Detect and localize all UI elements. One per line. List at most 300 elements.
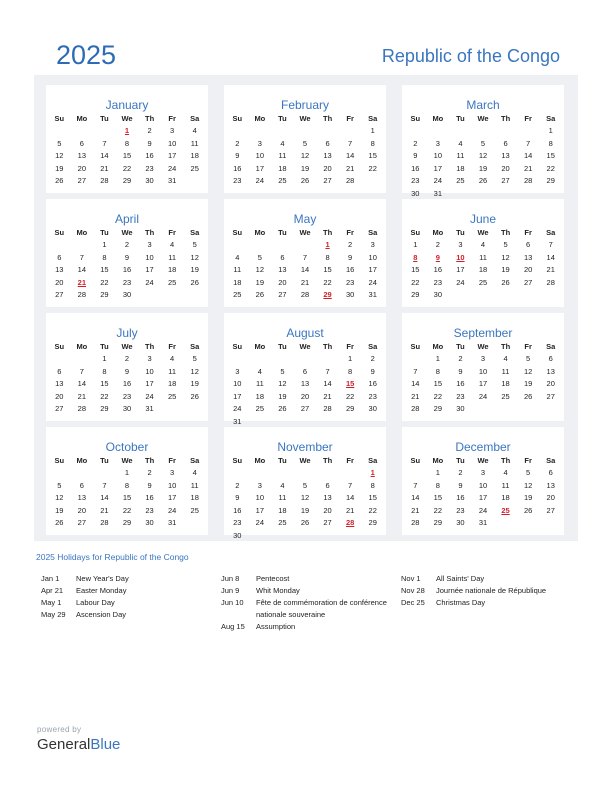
- day: 18: [456, 163, 465, 173]
- day: 21: [411, 505, 420, 515]
- day: 6: [503, 138, 508, 148]
- empty-cell: [226, 125, 249, 138]
- month-march: [402, 85, 564, 198]
- day: 30: [368, 404, 377, 413]
- day: 5: [192, 354, 197, 363]
- weekday-label: Sa: [546, 456, 556, 465]
- weekday-label: Th: [501, 456, 511, 465]
- day: 17: [255, 505, 265, 515]
- month-title: September: [453, 326, 513, 340]
- day: 16: [145, 493, 154, 502]
- day: 2: [348, 240, 353, 249]
- weekday-label: Mo: [76, 342, 88, 351]
- day: 6: [325, 138, 330, 148]
- empty-cell: [226, 239, 249, 252]
- day: 12: [501, 252, 510, 262]
- day: 6: [57, 252, 62, 262]
- day: 11: [501, 366, 510, 376]
- empty-cell: [226, 353, 249, 366]
- day: 7: [102, 480, 107, 490]
- day: 6: [548, 468, 553, 477]
- day: 19: [190, 265, 199, 274]
- weekday-label: Mo: [76, 456, 88, 465]
- day: 17: [255, 163, 265, 173]
- weekday-label: We: [477, 228, 489, 237]
- day: 13: [523, 252, 533, 262]
- weekday-label: Mo: [254, 114, 266, 123]
- weekday-label: We: [121, 342, 133, 351]
- holiday-name: Easter Monday: [76, 586, 127, 595]
- day: 3: [480, 468, 486, 477]
- days-grid: [224, 239, 386, 302]
- day: 14: [77, 265, 87, 274]
- day: 5: [503, 240, 508, 249]
- day: 24: [145, 391, 154, 401]
- holiday-day: 1: [325, 240, 330, 249]
- day: 2: [124, 354, 130, 363]
- day: 8: [124, 480, 130, 490]
- day: 20: [55, 277, 64, 287]
- day: 4: [280, 480, 285, 490]
- weekday-label: Sa: [546, 228, 556, 237]
- weekday-label: Mo: [76, 228, 88, 237]
- day: 10: [433, 151, 443, 160]
- holiday-name: Fête de commémoration de conférence nationale souveraine: [256, 598, 387, 619]
- day: 4: [458, 138, 463, 148]
- weekday-header: [402, 227, 564, 239]
- day: 5: [526, 354, 531, 363]
- weekday-label: Su: [410, 456, 421, 465]
- day: 30: [456, 518, 465, 527]
- day: 8: [348, 366, 353, 376]
- day: 18: [501, 493, 510, 502]
- month-november: [224, 427, 386, 540]
- day: 28: [345, 176, 355, 185]
- empty-cell: [249, 125, 272, 138]
- day: 1: [413, 240, 418, 249]
- month-title: June: [469, 212, 497, 226]
- day: 30: [411, 188, 420, 198]
- day: 4: [280, 138, 285, 148]
- day: 17: [145, 379, 154, 388]
- month-january: [46, 85, 208, 193]
- day: 16: [122, 379, 132, 388]
- day: 25: [456, 176, 465, 185]
- day: 19: [55, 505, 64, 515]
- day: 26: [501, 277, 510, 287]
- day: 28: [100, 518, 109, 527]
- day: 26: [190, 277, 199, 287]
- day: 22: [345, 391, 355, 401]
- weekday-label: Sa: [368, 228, 378, 237]
- weekday-label: We: [299, 228, 311, 237]
- weekday-label: Su: [232, 342, 243, 351]
- day: 18: [190, 151, 199, 160]
- holiday-entry: [41, 573, 216, 585]
- generalblue-logo: [37, 736, 120, 753]
- day: 30: [122, 290, 132, 299]
- day: 9: [413, 151, 418, 160]
- day: 15: [100, 265, 109, 274]
- day: 28: [300, 290, 310, 299]
- day: 12: [190, 366, 199, 376]
- day: 4: [170, 354, 175, 363]
- weekday-label: Su: [410, 114, 421, 123]
- day: 6: [79, 138, 84, 148]
- day: 6: [325, 480, 330, 490]
- weekday-label: Sa: [546, 342, 556, 351]
- day: 7: [79, 366, 84, 376]
- day: 9: [147, 138, 152, 148]
- weekday-label: Su: [232, 456, 243, 465]
- day: 25: [190, 505, 199, 515]
- weekday-label: Fr: [168, 114, 176, 123]
- empty-cell: [271, 239, 294, 252]
- day: 30: [122, 404, 132, 413]
- day: 4: [503, 354, 508, 363]
- days-grid: [224, 353, 386, 428]
- day: 9: [370, 366, 375, 376]
- day: 9: [348, 252, 353, 262]
- days-grid: [46, 467, 208, 530]
- day: 22: [100, 277, 109, 287]
- day: 19: [300, 505, 310, 515]
- day: 23: [456, 391, 465, 401]
- empty-cell: [517, 125, 540, 138]
- day: 8: [102, 252, 107, 262]
- day: 18: [190, 493, 199, 502]
- day: 28: [546, 277, 555, 287]
- day: 19: [278, 391, 287, 401]
- day: 29: [122, 518, 132, 527]
- day: 20: [546, 379, 555, 388]
- holiday-name: All Saints' Day: [436, 574, 485, 583]
- day: 22: [433, 391, 443, 401]
- day: 21: [345, 163, 355, 173]
- weekday-label: Mo: [254, 342, 266, 351]
- day: 14: [300, 265, 310, 274]
- day: 10: [145, 366, 154, 376]
- weekday-label: Sa: [190, 342, 200, 351]
- holidays-title: 2025 Holidays for Republic of the Congo: [36, 552, 189, 562]
- holiday-day: 1: [124, 126, 130, 135]
- weekday-label: Sa: [368, 342, 378, 351]
- day: 25: [190, 163, 199, 173]
- day: 7: [102, 138, 107, 148]
- day: 10: [255, 493, 265, 502]
- day: 20: [300, 391, 310, 401]
- day: 19: [255, 277, 265, 287]
- calendar-grid: [34, 75, 578, 541]
- day: 18: [167, 379, 177, 388]
- holiday-day: 1: [370, 468, 375, 477]
- holiday-entry: [41, 585, 216, 597]
- empty-cell: [271, 353, 294, 366]
- empty-cell: [249, 353, 272, 366]
- holiday-day: 28: [345, 518, 355, 527]
- day: 23: [145, 505, 154, 515]
- day: 10: [478, 366, 488, 376]
- weekday-label: Tu: [278, 456, 287, 465]
- day: 3: [370, 240, 375, 249]
- holiday-name: Pentecost: [256, 574, 290, 583]
- days-grid: [46, 125, 208, 188]
- day: 25: [167, 277, 177, 287]
- weekday-label: We: [299, 342, 311, 351]
- weekday-label: We: [477, 342, 489, 351]
- day: 3: [147, 354, 152, 363]
- day: 13: [300, 379, 310, 388]
- day: 22: [411, 277, 420, 287]
- weekday-label: Fr: [346, 456, 354, 465]
- day: 15: [546, 151, 555, 160]
- month-december: [402, 427, 564, 535]
- day: 19: [190, 379, 199, 388]
- day: 6: [302, 366, 308, 376]
- day: 6: [57, 366, 62, 376]
- weekday-label: Mo: [432, 114, 444, 123]
- day: 14: [100, 493, 109, 502]
- holiday-entry: [401, 597, 576, 609]
- empty-cell: [48, 239, 71, 252]
- day: 7: [413, 480, 418, 490]
- day: 13: [546, 366, 555, 376]
- month-title: July: [116, 326, 138, 340]
- day: 2: [458, 468, 463, 477]
- days-grid: [402, 125, 564, 200]
- day: 2: [435, 240, 440, 249]
- month-april: [46, 199, 208, 307]
- footer-logo: [37, 725, 120, 753]
- day: 29: [368, 518, 377, 527]
- day: 26: [255, 290, 265, 299]
- holiday-date: Aug 15: [221, 622, 245, 631]
- day: 28: [100, 176, 109, 185]
- day: 31: [233, 416, 242, 426]
- day: 31: [167, 176, 177, 185]
- weekday-label: Th: [323, 114, 333, 123]
- day: 26: [55, 518, 64, 527]
- month-may: [224, 199, 386, 307]
- day: 8: [370, 480, 375, 490]
- day: 26: [300, 176, 310, 185]
- empty-cell: [249, 467, 272, 480]
- day: 6: [79, 480, 84, 490]
- month-july: [46, 313, 208, 421]
- empty-cell: [316, 353, 339, 366]
- day: 20: [323, 163, 332, 173]
- weekday-header: [402, 113, 564, 125]
- weekday-label: Sa: [368, 456, 378, 465]
- holidays-column-3: [401, 573, 576, 609]
- day: 20: [323, 505, 332, 515]
- weekday-label: Mo: [432, 342, 444, 351]
- weekday-header: [402, 455, 564, 467]
- day: 9: [235, 151, 240, 160]
- day: 1: [548, 126, 553, 135]
- day: 7: [526, 138, 531, 148]
- day: 9: [147, 480, 152, 490]
- day: 23: [233, 176, 242, 185]
- day: 10: [368, 252, 377, 262]
- day: 31: [433, 188, 443, 198]
- day: 2: [235, 138, 240, 148]
- holiday-entry: [221, 597, 396, 621]
- day: 24: [368, 277, 377, 287]
- day: 4: [235, 252, 240, 262]
- day: 19: [523, 379, 533, 388]
- day: 12: [190, 252, 199, 262]
- weekday-label: Mo: [432, 456, 444, 465]
- day: 25: [478, 277, 488, 287]
- day: 8: [325, 252, 330, 262]
- day: 27: [55, 290, 64, 299]
- day: 2: [147, 468, 152, 477]
- weekday-label: Th: [145, 456, 155, 465]
- day: 8: [124, 138, 130, 148]
- powered-by-text: powered by: [37, 725, 82, 734]
- weekday-header: [224, 341, 386, 353]
- empty-cell: [404, 353, 427, 366]
- day: 16: [345, 265, 355, 274]
- weekday-label: Th: [145, 342, 155, 351]
- weekday-header: [224, 455, 386, 467]
- day: 13: [323, 493, 332, 502]
- empty-cell: [472, 125, 495, 138]
- day: 13: [55, 379, 64, 388]
- weekday-label: Tu: [278, 114, 287, 123]
- day: 27: [501, 176, 510, 185]
- day: 21: [300, 277, 310, 287]
- weekday-header: [224, 227, 386, 239]
- day: 21: [77, 391, 87, 401]
- day: 5: [302, 480, 308, 490]
- day: 29: [433, 518, 443, 527]
- day: 24: [167, 163, 177, 173]
- day: 1: [435, 354, 440, 363]
- day: 4: [192, 468, 197, 477]
- day: 23: [122, 277, 132, 287]
- day: 4: [480, 240, 486, 249]
- holidays-column-2: [221, 573, 396, 633]
- holiday-day: 8: [413, 252, 418, 262]
- weekday-label: We: [121, 114, 133, 123]
- weekday-label: Mo: [254, 456, 266, 465]
- day: 14: [411, 493, 420, 502]
- day: 11: [501, 480, 510, 490]
- day: 15: [122, 493, 132, 502]
- day: 5: [526, 468, 531, 477]
- day: 7: [348, 138, 353, 148]
- day: 5: [57, 138, 62, 148]
- day: 16: [368, 379, 377, 388]
- day: 16: [233, 163, 242, 173]
- day: 31: [167, 518, 177, 527]
- empty-cell: [404, 467, 427, 480]
- day: 14: [345, 151, 355, 160]
- day: 3: [435, 138, 440, 148]
- holiday-name: Journée nationale de République: [436, 586, 547, 595]
- day: 11: [479, 252, 487, 262]
- day: 30: [456, 404, 465, 413]
- day: 26: [478, 176, 488, 185]
- day: 22: [433, 505, 443, 515]
- day: 26: [190, 391, 199, 401]
- day: 13: [77, 493, 87, 502]
- weekday-header: [402, 341, 564, 353]
- day: 9: [458, 366, 463, 376]
- day: 15: [100, 379, 109, 388]
- day: 10: [145, 252, 154, 262]
- weekday-label: Tu: [100, 342, 109, 351]
- empty-cell: [271, 467, 294, 480]
- day: 20: [278, 277, 287, 287]
- day: 13: [77, 151, 87, 160]
- day: 18: [255, 391, 265, 401]
- empty-cell: [226, 467, 249, 480]
- day: 27: [546, 391, 555, 401]
- empty-cell: [494, 125, 517, 138]
- day: 15: [433, 493, 443, 502]
- weekday-label: Th: [501, 228, 511, 237]
- month-september: [402, 313, 564, 421]
- day: 28: [411, 518, 420, 527]
- holiday-date: Nov 1: [401, 574, 421, 583]
- weekday-label: Sa: [368, 114, 378, 123]
- days-grid: [402, 467, 564, 530]
- day: 24: [478, 391, 488, 401]
- day: 25: [278, 176, 287, 185]
- weekday-header: [46, 113, 208, 125]
- holiday-date: Apr 21: [41, 586, 64, 595]
- day: 2: [235, 480, 240, 490]
- day: 18: [278, 163, 287, 173]
- day: 4: [170, 240, 175, 249]
- empty-cell: [316, 125, 339, 138]
- day: 21: [100, 505, 109, 515]
- day: 27: [278, 290, 287, 299]
- weekday-label: Tu: [100, 228, 109, 237]
- day: 2: [370, 354, 375, 363]
- day: 24: [145, 277, 154, 287]
- weekday-label: We: [299, 114, 311, 123]
- day: 29: [411, 290, 420, 299]
- day: 11: [233, 265, 242, 274]
- day: 23: [233, 518, 242, 527]
- empty-cell: [449, 125, 472, 138]
- day: 24: [456, 277, 465, 287]
- weekday-label: Fr: [168, 342, 176, 351]
- holiday-date: Jan 1: [41, 574, 60, 583]
- day: 29: [433, 404, 443, 413]
- day: 11: [168, 366, 177, 376]
- day: 1: [370, 126, 375, 135]
- day: 3: [458, 240, 463, 249]
- day: 5: [302, 138, 308, 148]
- day: 7: [413, 366, 418, 376]
- day: 18: [278, 505, 287, 515]
- empty-cell: [71, 125, 94, 138]
- month-title: October: [105, 440, 149, 454]
- day: 28: [77, 404, 87, 413]
- day: 24: [478, 505, 488, 515]
- day: 31: [145, 404, 154, 413]
- month-title: December: [455, 440, 511, 454]
- day: 20: [77, 505, 87, 515]
- day: 27: [323, 518, 332, 527]
- day: 22: [368, 505, 377, 515]
- day: 2: [458, 354, 463, 363]
